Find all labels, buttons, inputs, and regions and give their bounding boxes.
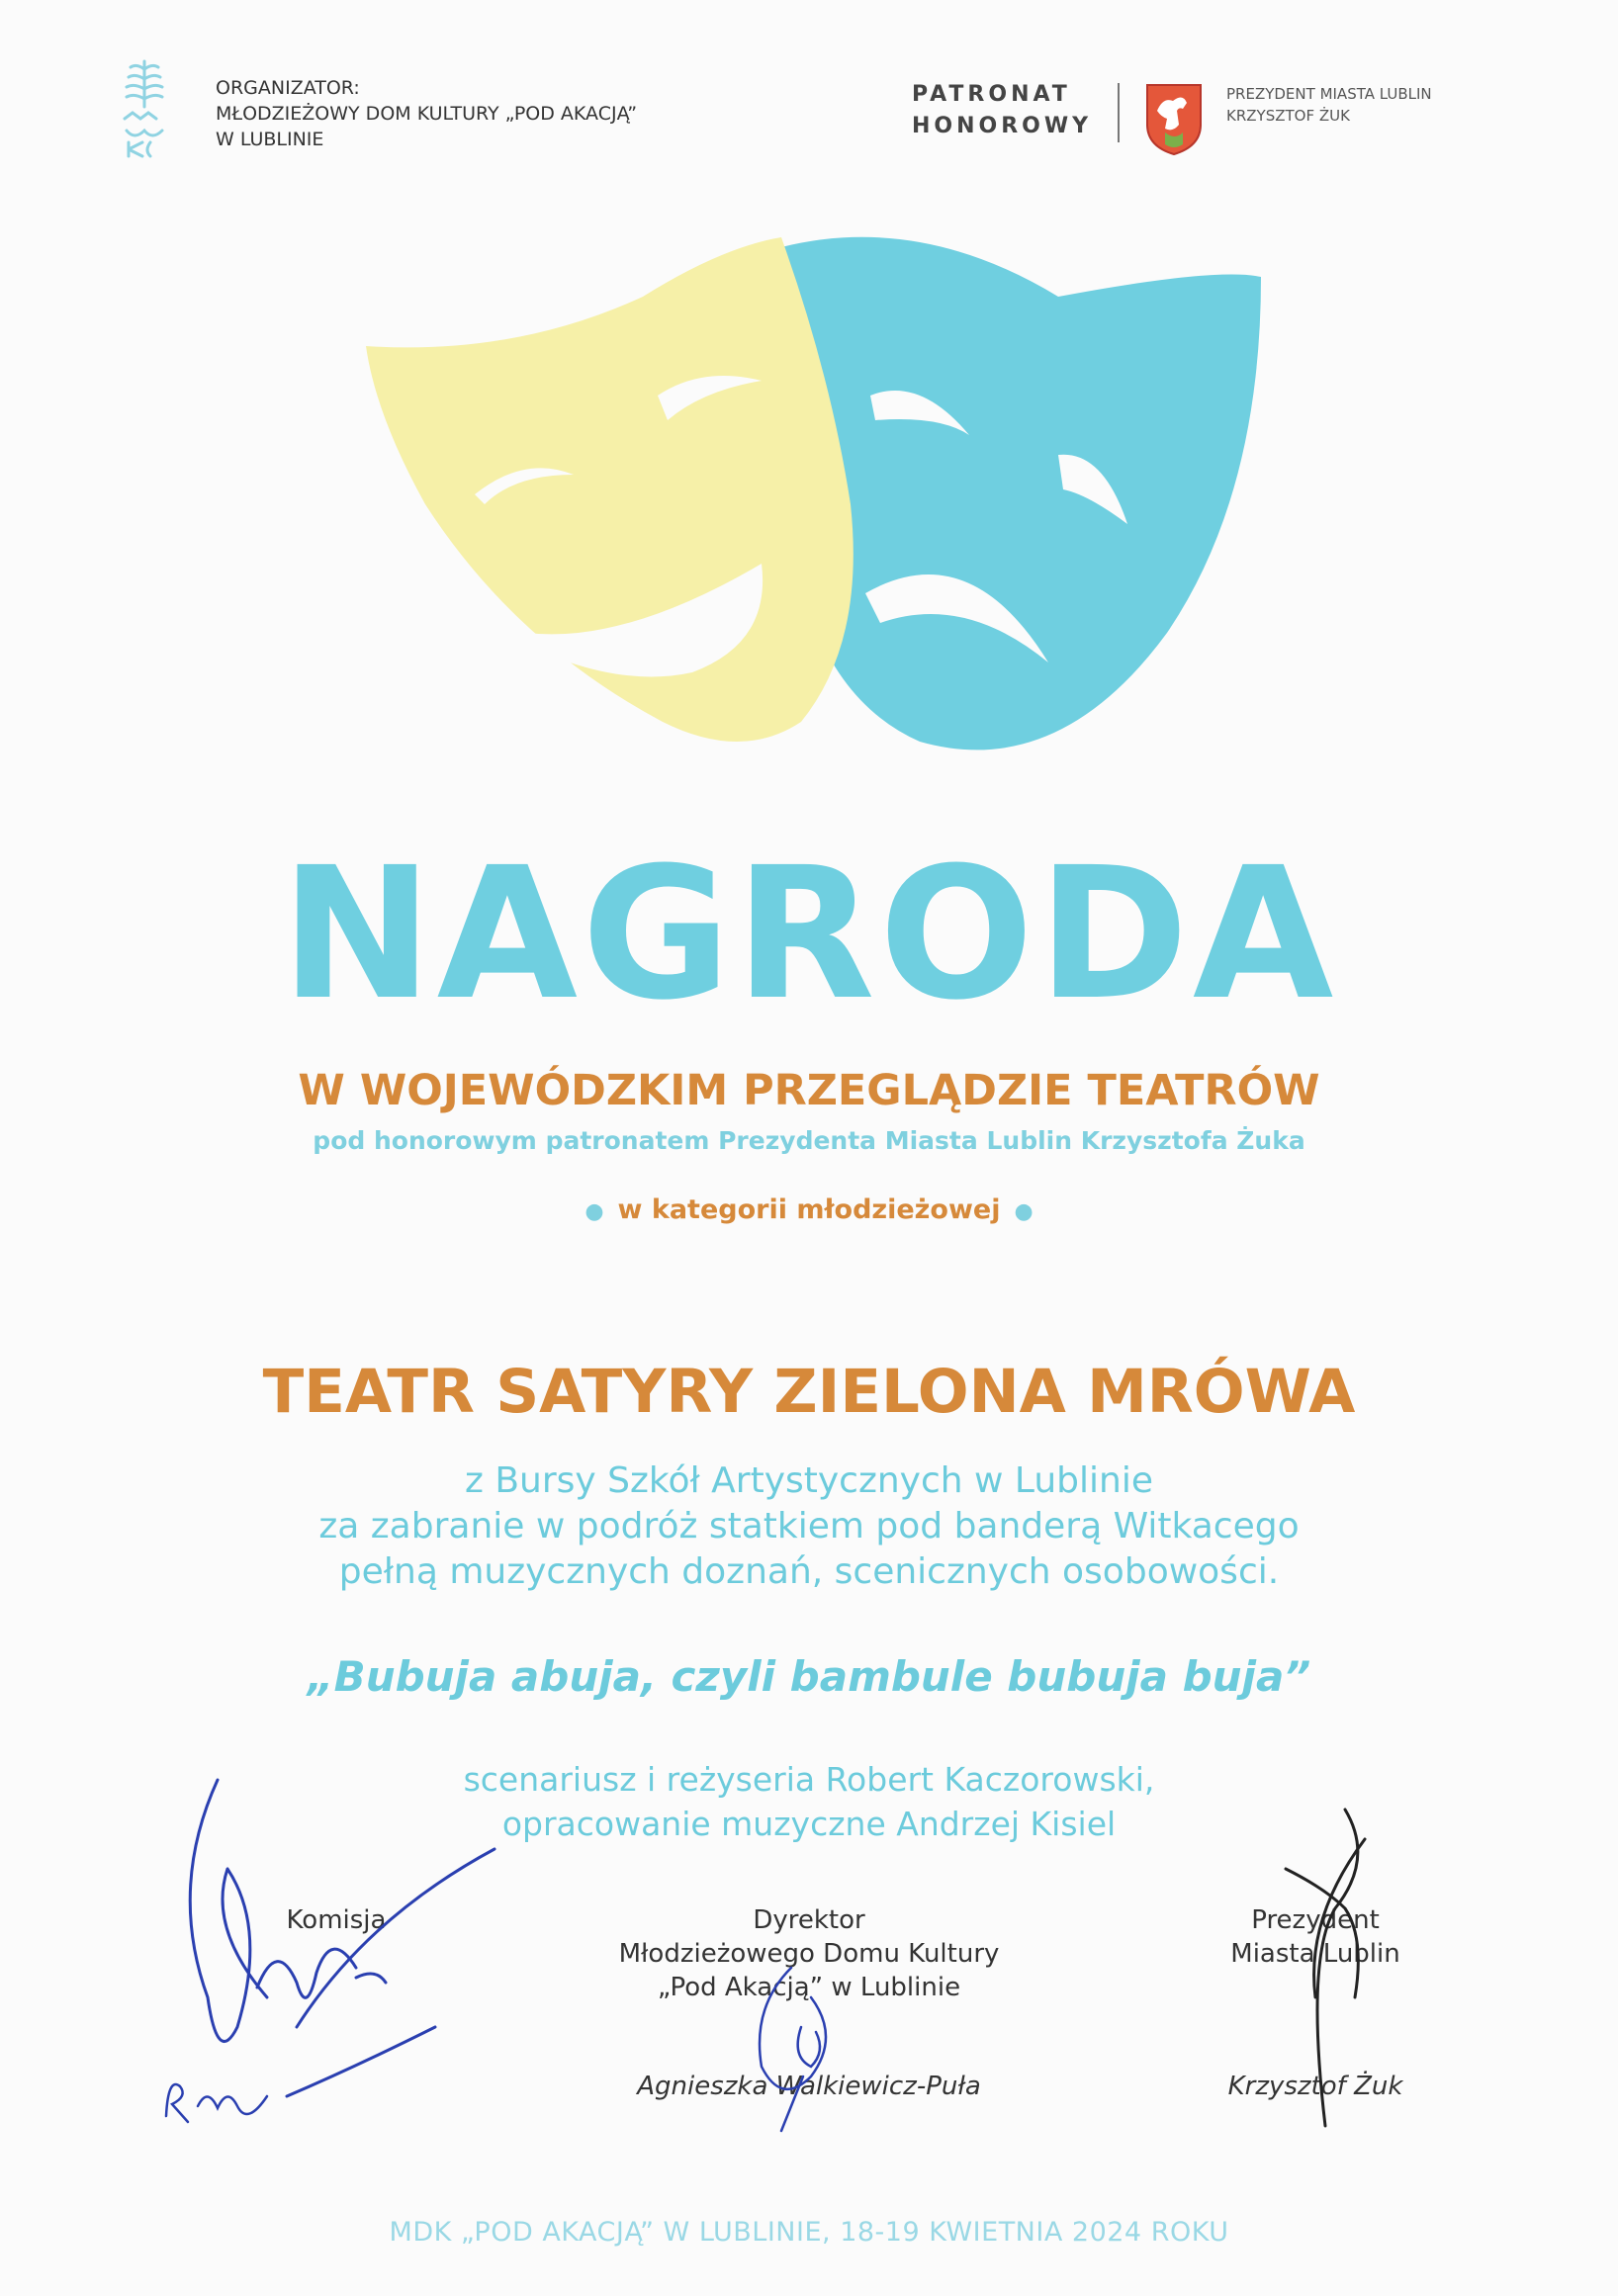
patronage-line-2: HONOROWY bbox=[912, 114, 1093, 138]
organizer-city: W LUBLINIE bbox=[216, 129, 324, 150]
director-title-line: Dyrektor bbox=[753, 1905, 865, 1935]
organizer-block bbox=[216, 75, 637, 152]
patronage-line-1: PATRONAT bbox=[912, 82, 1071, 107]
organizer-label: ORGANIZATOR: bbox=[216, 77, 360, 99]
recipient-description-line: z Bursy Szkół Artystycznych w Lublinie bbox=[464, 1460, 1153, 1501]
footer-event-line: MDK „POD AKACJĄ” W LUBLINIE, 18-19 KWIETNIA 2024 ROKU bbox=[389, 2217, 1229, 2248]
president-title-line: Miasta Lublin bbox=[1230, 1939, 1400, 1969]
commission-signature-2 bbox=[158, 2057, 287, 2136]
award-category-row bbox=[0, 1192, 1618, 1231]
patronage-divider bbox=[1118, 83, 1120, 142]
commission-title: Komisja bbox=[286, 1905, 387, 1935]
director-title-line: „Pod Akacją” w Lublinie bbox=[657, 1973, 961, 2002]
recipient-name: TEATR SATYRY ZIELONA MRÓWA bbox=[262, 1357, 1356, 1427]
president-title-line: Prezydent bbox=[1251, 1905, 1380, 1935]
bullet-icon: ● bbox=[584, 1199, 604, 1224]
play-title: „Bubuja abuja, czyli bambule bubuja buja” bbox=[307, 1652, 1311, 1701]
award-subtitle: W WOJEWÓDZKIM PRZEGLĄDZIE TEATRÓW bbox=[298, 1066, 1320, 1115]
director-title-line: Młodzieżowego Domu Kultury bbox=[618, 1939, 1000, 1969]
award-category: w kategorii młodzieżowej bbox=[617, 1194, 1001, 1225]
organizer-name: MŁODZIEŻOWY DOM KULTURY „POD AKACJĄ” bbox=[216, 103, 638, 125]
mdk-logo bbox=[117, 57, 172, 162]
award-title: NAGRODA bbox=[280, 829, 1338, 1040]
director-name: Agnieszka Walkiewicz-Puła bbox=[637, 2072, 981, 2101]
lublin-coat-of-arms-icon bbox=[1143, 81, 1205, 156]
president-name: Krzysztof Żuk bbox=[1227, 2072, 1403, 2101]
recipient-description-line: za zabranie w podróż statkiem pod banderą Witkacego bbox=[318, 1506, 1300, 1546]
credit-line: opracowanie muzyczne Andrzej Kisiel bbox=[501, 1805, 1117, 1843]
bullet-icon: ● bbox=[1014, 1199, 1034, 1224]
patronage-label bbox=[912, 79, 1092, 142]
director-signature bbox=[732, 1958, 880, 2136]
mayor-block bbox=[1226, 83, 1432, 127]
mayor-line-2: KRZYSZTOF ŻUK bbox=[1226, 107, 1350, 125]
theatre-masks-icon bbox=[366, 208, 1276, 801]
credit-line: scenariusz i reżyseria Robert Kaczorowski, bbox=[463, 1760, 1155, 1799]
mayor-line-1: PREZYDENT MIASTA LUBLIN bbox=[1226, 85, 1432, 103]
award-patronage: pod honorowym patronatem Prezydenta Miasta Lublin Krzysztofa Żuka bbox=[313, 1126, 1305, 1155]
recipient-description-line: pełną muzycznych doznań, scenicznych osobowości. bbox=[338, 1551, 1280, 1592]
president-signature bbox=[1246, 1800, 1424, 2136]
